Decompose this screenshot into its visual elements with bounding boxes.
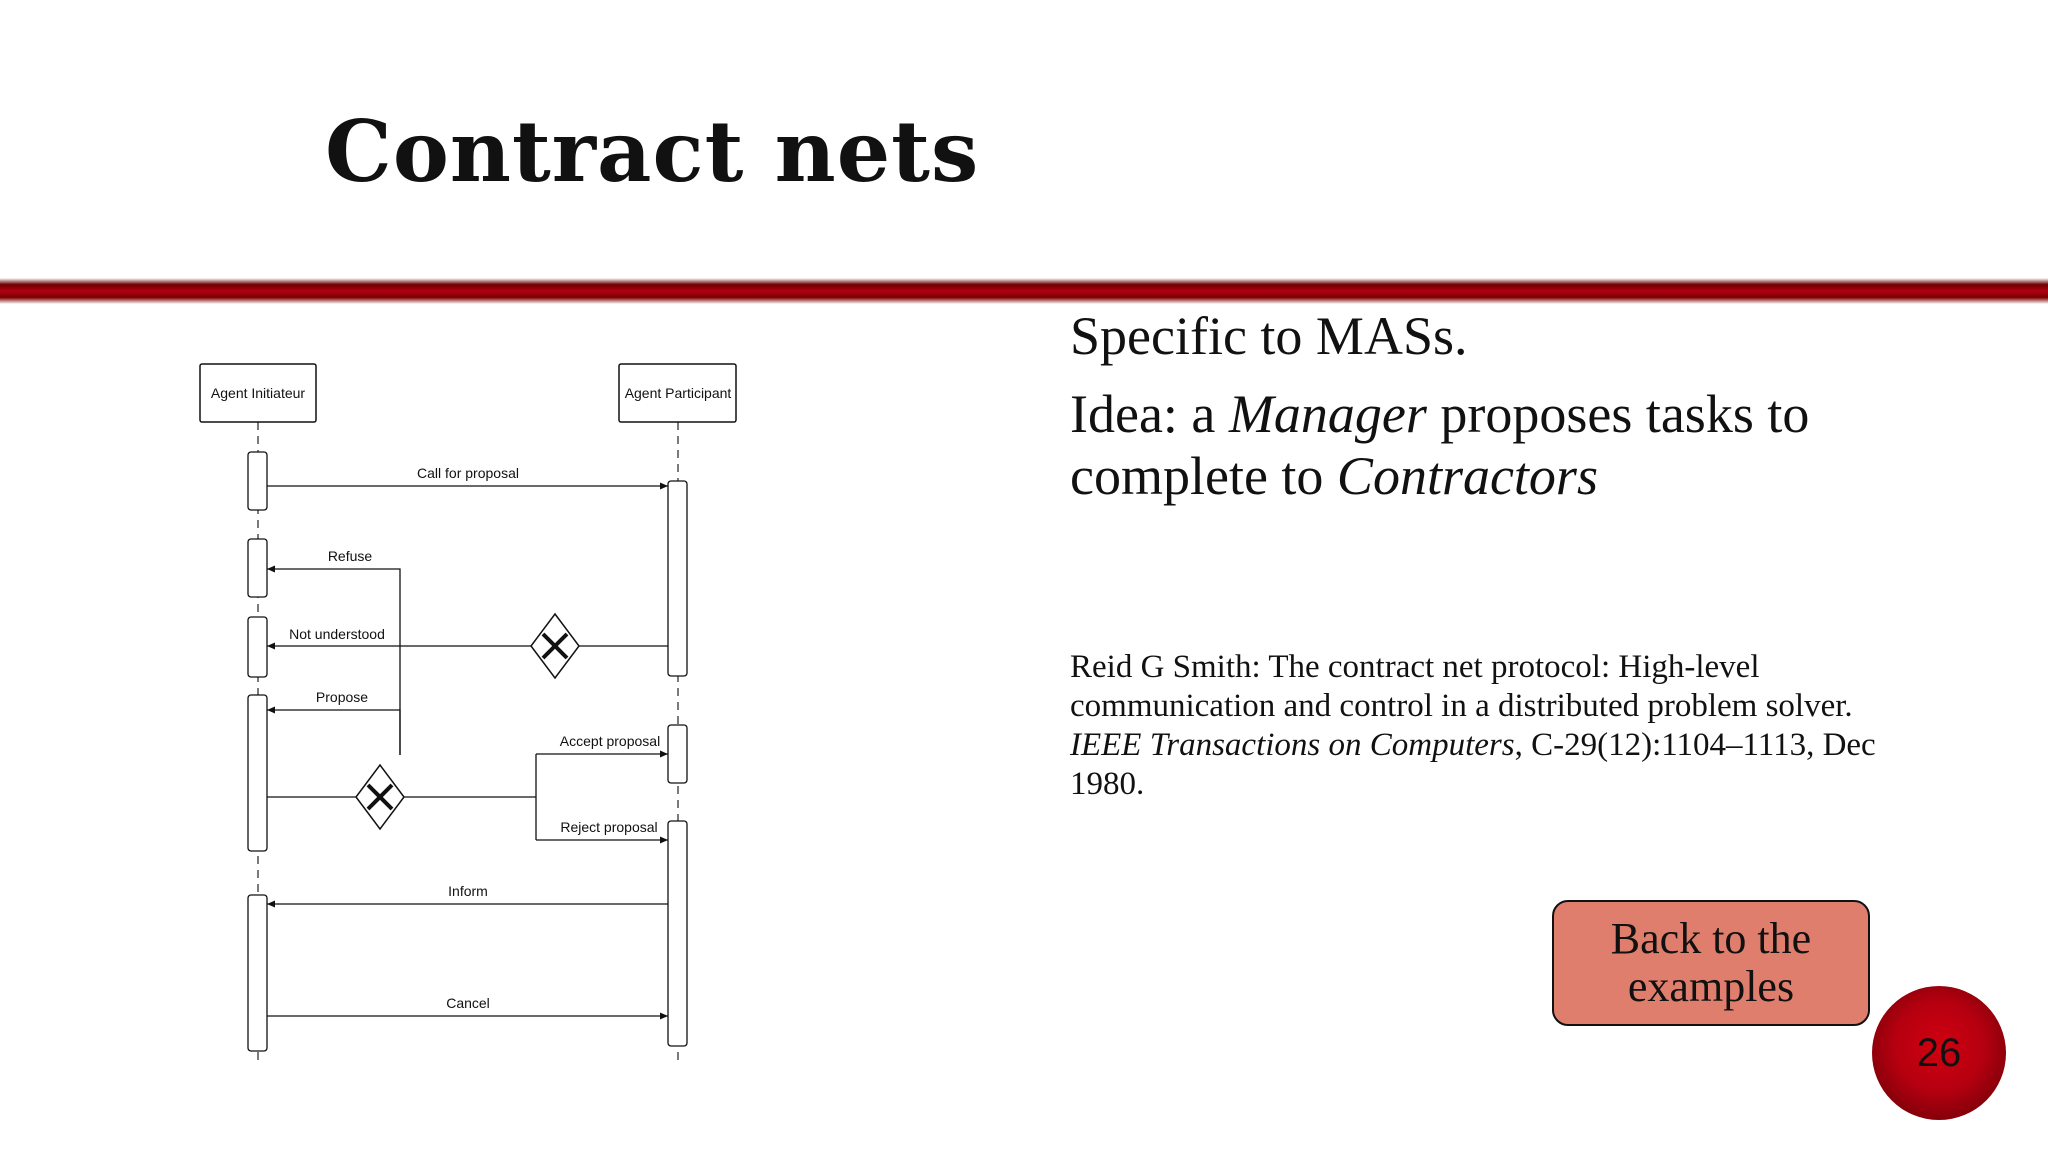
title-divider (0, 278, 2048, 304)
slide-title: Contract nets (325, 102, 980, 201)
bullet-text: Specific to MASs. (1070, 306, 1468, 366)
activation-bar (668, 821, 687, 1046)
bullet-emphasis-contractors: Contractors (1336, 446, 1598, 506)
page-number-badge (1872, 986, 2006, 1120)
message-arrow-refuse (267, 569, 400, 755)
message-label-accept-proposal: Accept proposal (559, 733, 661, 749)
activation-bar (248, 539, 267, 597)
message-label-refuse: Refuse (327, 548, 373, 564)
activation-bar (668, 725, 687, 783)
message-label-not-understood: Not understood (289, 626, 385, 642)
bullet-text: proposes tasks to complete to (1070, 384, 1810, 506)
lifeline-label-initiator: Agent Initiateur (210, 385, 306, 401)
bullet-item (1070, 383, 1970, 507)
back-button-label: Back to the examples (1610, 914, 1812, 1011)
reference-citation (1070, 648, 1920, 804)
lifeline-label-participant: Agent Participant (624, 385, 732, 401)
message-arrow-propose (267, 710, 400, 755)
activation-bar (248, 895, 267, 1051)
activation-bar (248, 452, 267, 510)
bullet-text: Idea: a (1070, 384, 1229, 444)
message-label-propose: Propose (315, 689, 369, 705)
bullet-emphasis-manager: Manager (1228, 384, 1427, 444)
back-to-examples-button[interactable] (1552, 900, 1870, 1026)
activation-bar (668, 481, 687, 676)
activation-bar (248, 695, 267, 851)
reference-authors-title: Reid G Smith: The contract net protocol: High-level communication and control in a distributed problem solver. (1070, 649, 1853, 724)
page-number: 26 (1916, 1030, 1962, 1075)
bullet-list (1070, 305, 1970, 523)
message-label-call-for-proposal: Call for proposal (417, 465, 519, 481)
activation-bar (248, 617, 267, 677)
xor-gateway-icon (356, 765, 404, 829)
xor-gateway-icon (531, 614, 579, 678)
message-label-cancel: Cancel (446, 995, 490, 1011)
sequence-diagram (190, 355, 770, 1070)
lifeline-head-participant (619, 364, 736, 422)
message-label-reject-proposal: Reject proposal (560, 819, 658, 835)
bullet-item (1070, 305, 1970, 367)
reference-details: , C-29(12):1104–1113, Dec 1980. (1070, 727, 1876, 802)
lifeline-head-initiator (200, 364, 316, 422)
reference-journal: IEEE Transactions on Computers (1070, 727, 1515, 763)
message-label-inform: Inform (448, 883, 488, 899)
